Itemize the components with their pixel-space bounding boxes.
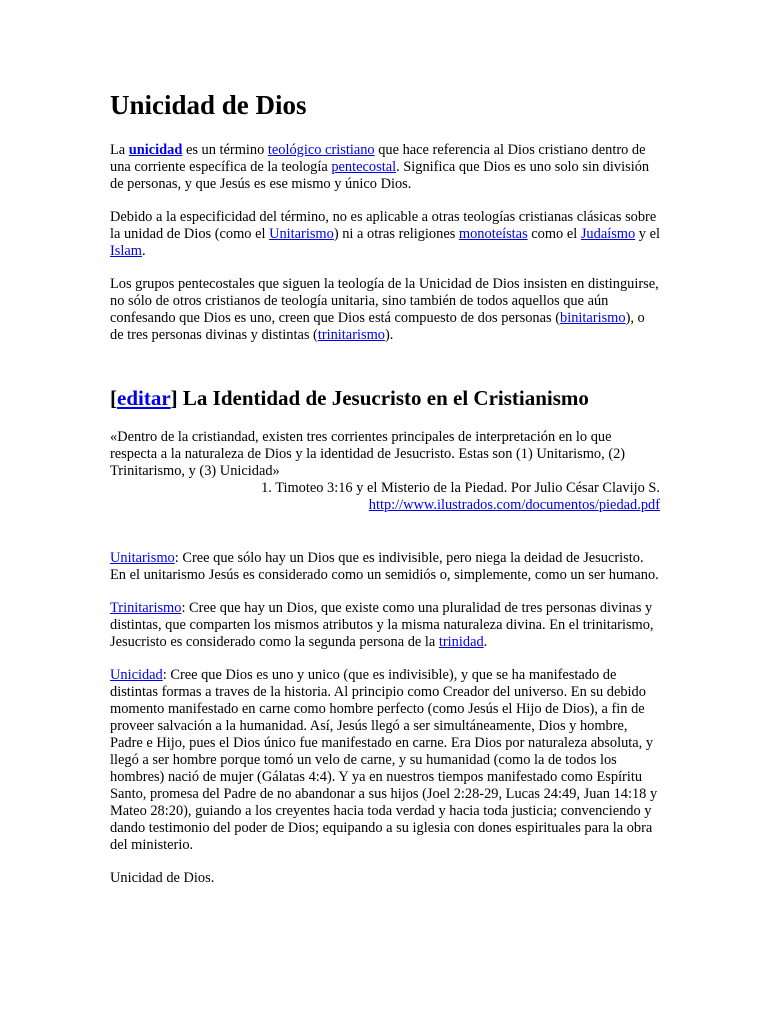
- link-unicidad-definition[interactable]: Unicidad: [110, 667, 163, 683]
- intro-paragraph: La unicidad es un término teológico cristiano que hace referencia al Dios cristiano dentro de una corriente específica de la teología pentecostal. Significa que Dios es uno solo sin división de personas, y que Jesús es ese mismo y único Dios.: [110, 142, 650, 192]
- link-pentecostal[interactable]: pentecostal: [331, 159, 397, 175]
- link-trinitarismo[interactable]: Trinitarismo: [110, 600, 182, 616]
- page-title: Unicidad de Dios: [110, 90, 307, 120]
- link-islam[interactable]: Islam: [110, 243, 142, 259]
- link-unitarismo-inline[interactable]: Unitarismo: [269, 226, 334, 242]
- spacer: [110, 514, 660, 534]
- link-trinidad[interactable]: trinidad: [438, 634, 484, 650]
- link-unicidad[interactable]: unicidad: [128, 142, 183, 158]
- quote-text: «Dentro de la cristiandad, existen tres corrientes principales de interpretación en lo que respecta a la naturaleza de Dios y la identidad de Jesucristo. Estas son (1) Unitarismo, (2) Trinitarismo, y (3) Unicidad»: [110, 429, 626, 479]
- link-trinitarismo-inline[interactable]: trinitarismo: [317, 327, 385, 343]
- spacer: [110, 360, 660, 384]
- article-content: [110, 88, 660, 903]
- link-binitarismo[interactable]: binitarismo: [560, 310, 626, 326]
- edit-section-link[interactable]: editar: [117, 386, 171, 410]
- paragraph-unitarismo: Unitarismo: Cree que sólo hay un Dios que es indivisible, pero niega la deidad de Jesucristo. En el unitarismo Jesús es considerado como un semidiós o, simplemente, como un ser humano.: [110, 550, 659, 583]
- paragraph-especificidad: Debido a la especificidad del término, no es aplicable a otras teologías cristianas clásicas sobre la unidad de Dios (como el Unitarismo) ni a otras religiones monoteístas como el Judaísmo y el Islam.: [110, 209, 660, 259]
- closing-line: Unicidad de Dios.: [110, 870, 215, 886]
- paragraph-trinitarismo: Trinitarismo: Cree que hay un Dios, que existe como una pluralidad de tres personas divinas y distintas, que comparten los mismos atributos y la misma naturaleza divina. En el trinitarismo, Jesucristo es considerado como la segunda persona de la trinidad.: [110, 600, 654, 650]
- link-monoteistas[interactable]: monoteístas: [458, 226, 528, 242]
- link-unitarismo[interactable]: Unitarismo: [110, 550, 175, 566]
- paragraph-unicidad: Unicidad: Cree que Dios es uno y unico (que es indivisible), y que se ha manifestado de distintas formas a traves de la historia. Al principio como Creador del universo. En su debido momento manifestado en carne como hombre perfecto (como Jesús el Hijo de Dios), a fin de proveer salvación a la humanidad. Así, Jesús llegó a ser simultáneamente, Dios y hombre, Padre e Hijo, pues el Dios único fue manifestado en carne. Era Dios por naturaleza absoluta, y llegó a ser hombre porque tomó un velo de carne, y su humanidad (como la de todos los hombres) nació de mujer (Gálatas 4:4). Y ya en nuestros tiempos manifestado como Espíritu Santo, promesa del Padre de no abandonar a sus hijos (Joel 2:28-29, Lucas 24:49, Juan 14:18 y Mateo 28:20), guiando a los creyentes hacia toda verdad y hacia toda justicia; convenciendo y dando testimonio del poder de Dios; equipando a su iglesia con dones espirituales para la obra del ministerio.: [110, 667, 658, 853]
- paragraph-grupos-pentecostales: Los grupos pentecostales que siguen la teología de la Unicidad de Dios insisten en distinguirse, no sólo de otros cristianos de teología unitaria, sino también de todos aquellos que aún confesando que Dios es uno, creen que Dios está compuesto de dos personas (binitarismo), o de tres personas divinas y distintas (trinitarismo).: [110, 276, 659, 343]
- link-teologico-cristiano[interactable]: teológico cristiano: [267, 142, 375, 158]
- quote-citation: 1. Timoteo 3:16 y el Misterio de la Piedad. Por Julio César Clavijo S.: [261, 480, 660, 496]
- link-judaismo[interactable]: Judaísmo: [580, 226, 636, 242]
- section-heading: [editar] La Identidad de Jesucristo en el Cristianismo: [110, 386, 589, 410]
- source-url-link[interactable]: http://www.ilustrados.com/documentos/piedad.pdf: [368, 497, 660, 513]
